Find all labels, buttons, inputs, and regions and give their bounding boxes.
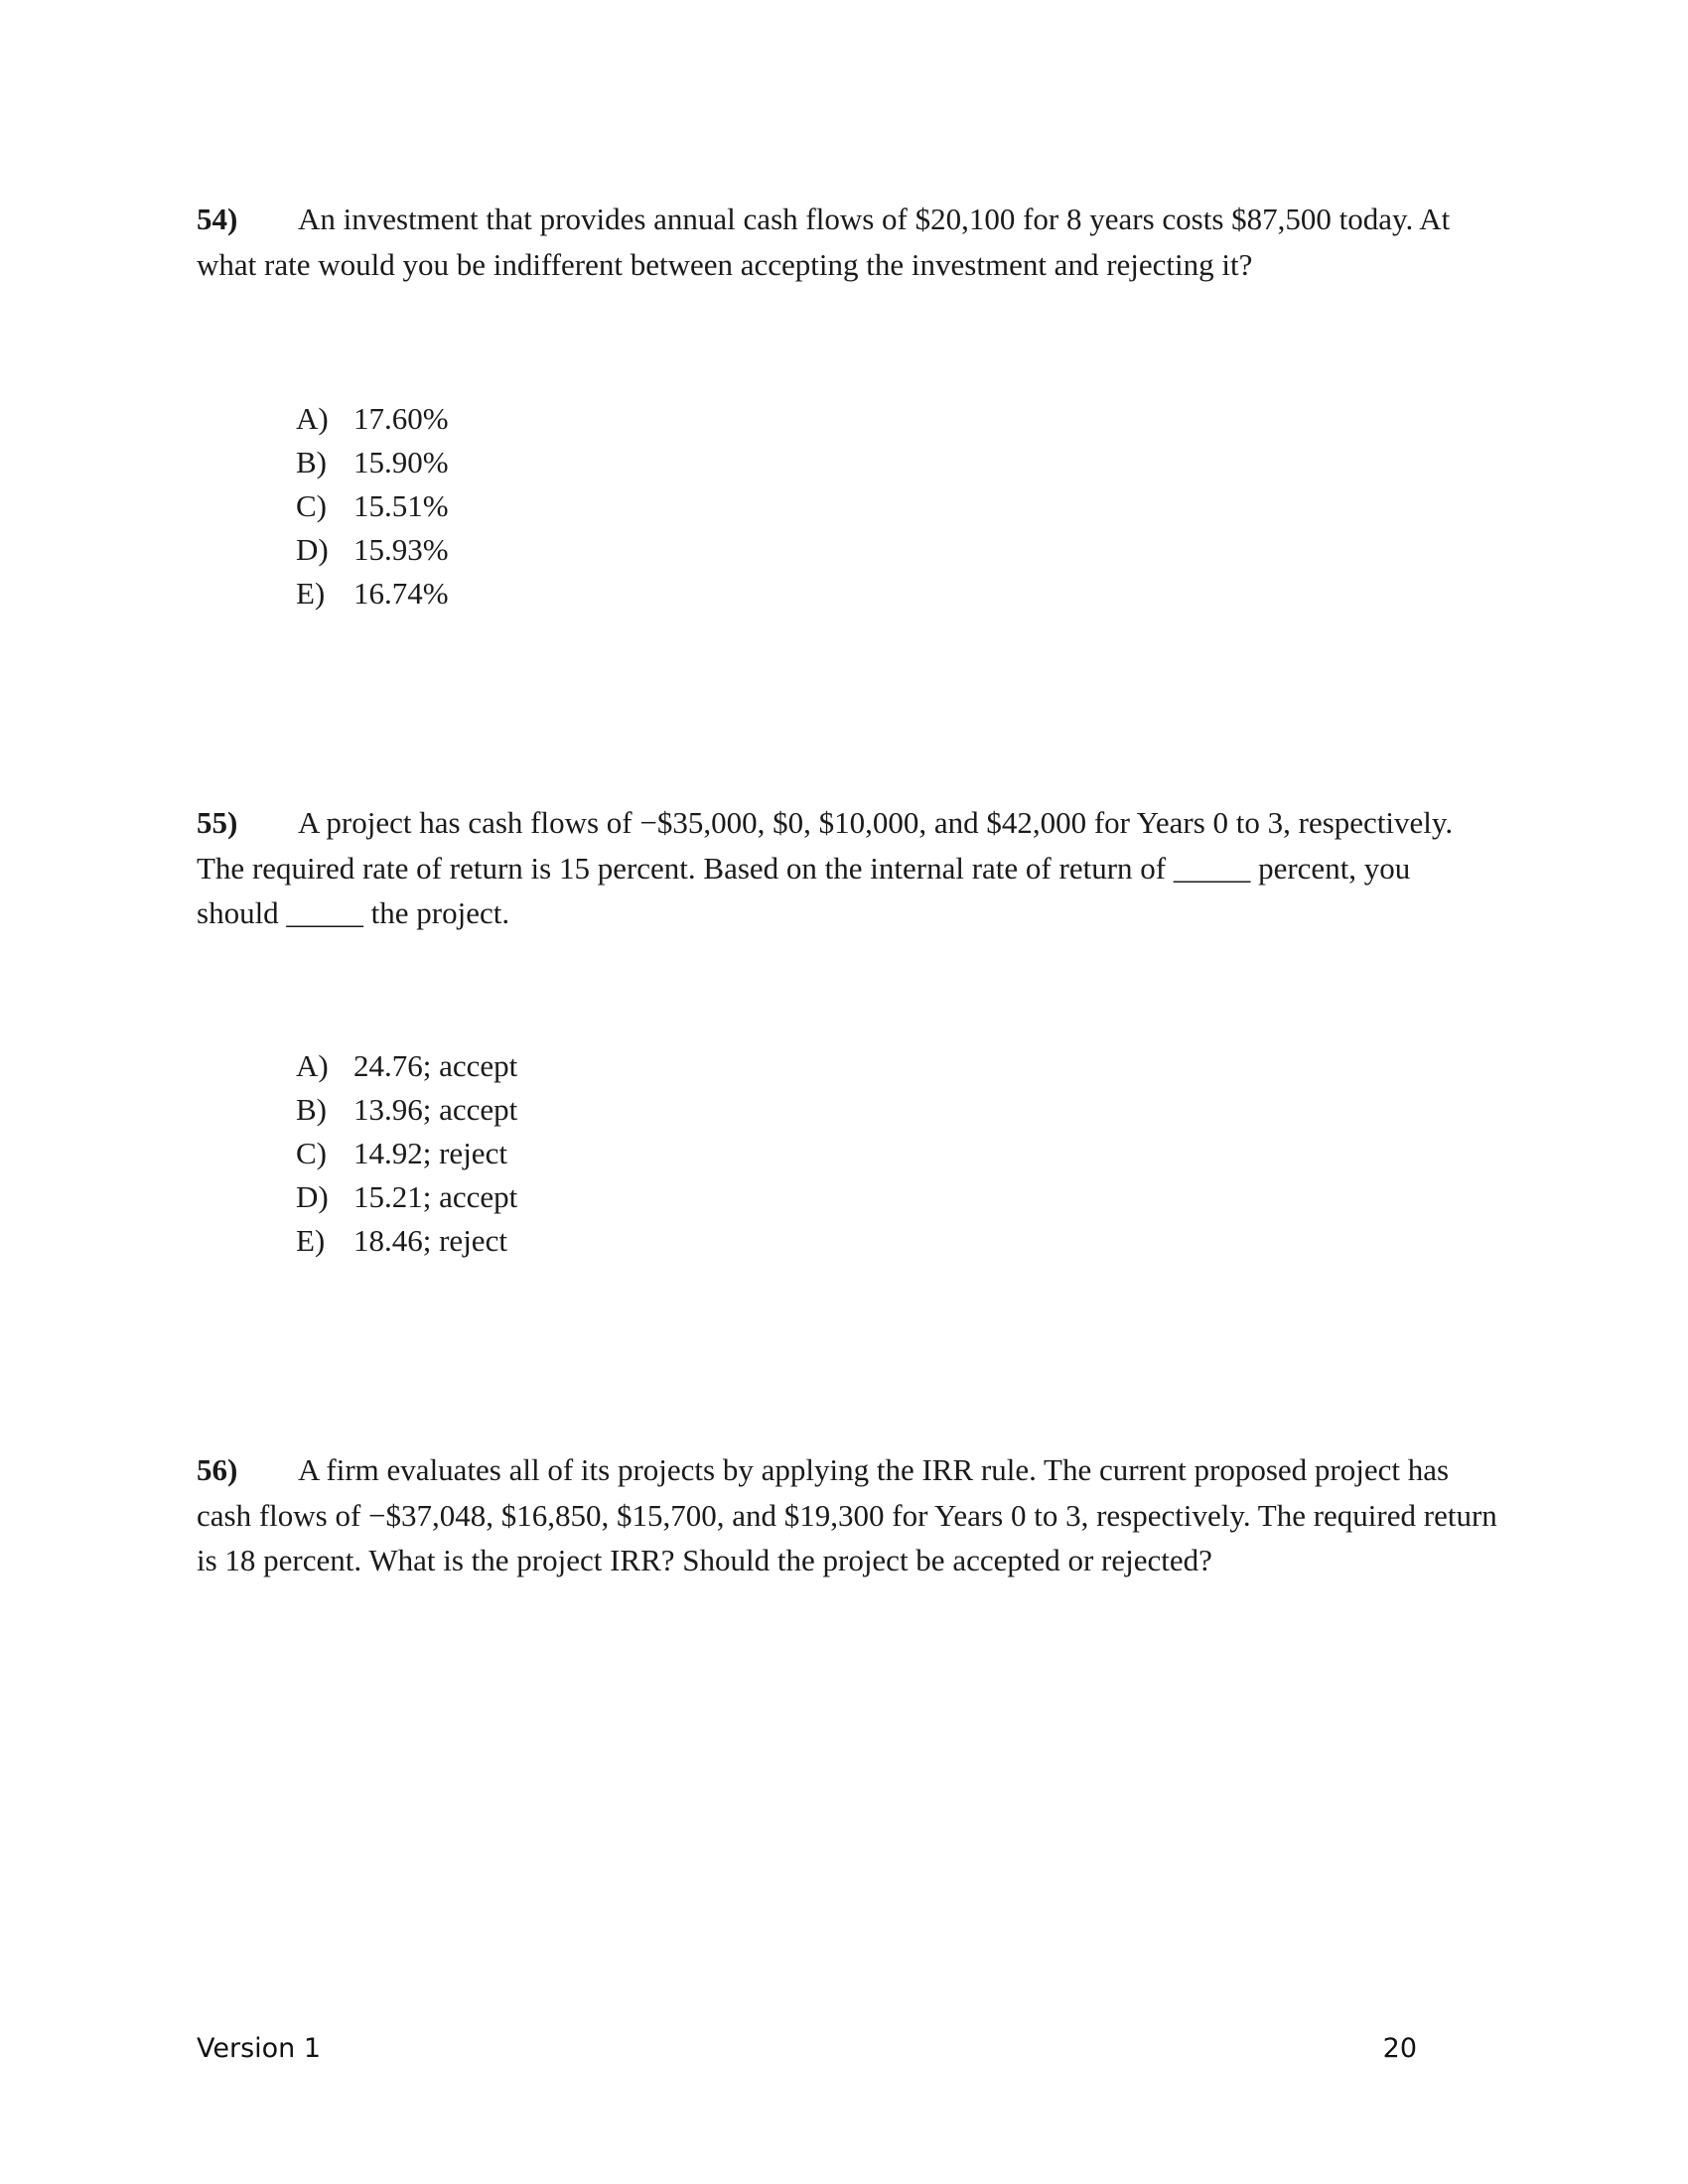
answer-choices-54 [296,397,449,615]
choice-e [296,1219,517,1263]
choice-d [296,528,449,572]
choice-letter: A) [296,1048,329,1083]
question-number: 56) [197,1452,238,1487]
question-text: An investment that provides annual cash flows of $20,100 for 8 years costs $87,500 today. At what rate would you be indifferent between accepting the investment and rejecting it? [197,202,1451,282]
choice-text: 15.93% [353,532,449,567]
question-number: 55) [197,805,238,840]
question-55 [197,800,1497,936]
choice-text: 18.46; reject [353,1223,507,1258]
question-54 [197,197,1497,287]
choice-letter: D) [296,1179,329,1214]
question-number: 54) [197,202,238,236]
footer-page-number: 20 [1382,2033,1417,2064]
question-text: A firm evaluates all of its projects by applying the IRR rule. The current proposed project has cash flows of −$37,048, $16,850, $15,700, and $19,300 for Years 0 to 3, respectively. The required return is 18 percent. What is the project IRR? Should the project be accepted or rejected? [197,1452,1497,1577]
choice-d [296,1175,517,1219]
question-text: A project has cash flows of −$35,000, $0, $10,000, and $42,000 for Years 0 to 3, respectively. The required rate of return is 15 percent. Based on the internal rate of return of _____ percent, you should _____ the project. [197,805,1454,930]
choice-text: 13.96; accept [353,1092,518,1127]
choice-text: 24.76; accept [353,1048,518,1083]
question-56 [197,1447,1497,1583]
choice-letter: D) [296,532,329,567]
choice-text: 15.90% [353,445,449,479]
choice-letter: E) [296,576,326,611]
choice-text: 15.21; accept [353,1179,518,1214]
choice-letter: C) [296,1136,327,1170]
choice-text: 14.92; reject [353,1136,507,1170]
choice-text: 16.74% [353,576,449,611]
choice-letter: B) [296,1092,327,1127]
choice-letter: C) [296,488,327,523]
choice-b [296,441,449,484]
choice-a [296,397,449,441]
choice-text: 17.60% [353,401,449,436]
choice-a [296,1044,517,1088]
choice-letter: E) [296,1223,326,1258]
choice-letter: A) [296,401,329,436]
choice-c [296,484,449,528]
choice-text: 15.51% [353,488,449,523]
choice-e [296,572,449,615]
choice-letter: B) [296,445,327,479]
answer-choices-55 [296,1044,517,1263]
choice-b [296,1088,517,1132]
choice-c [296,1132,517,1175]
footer-version: Version 1 [197,2033,322,2064]
